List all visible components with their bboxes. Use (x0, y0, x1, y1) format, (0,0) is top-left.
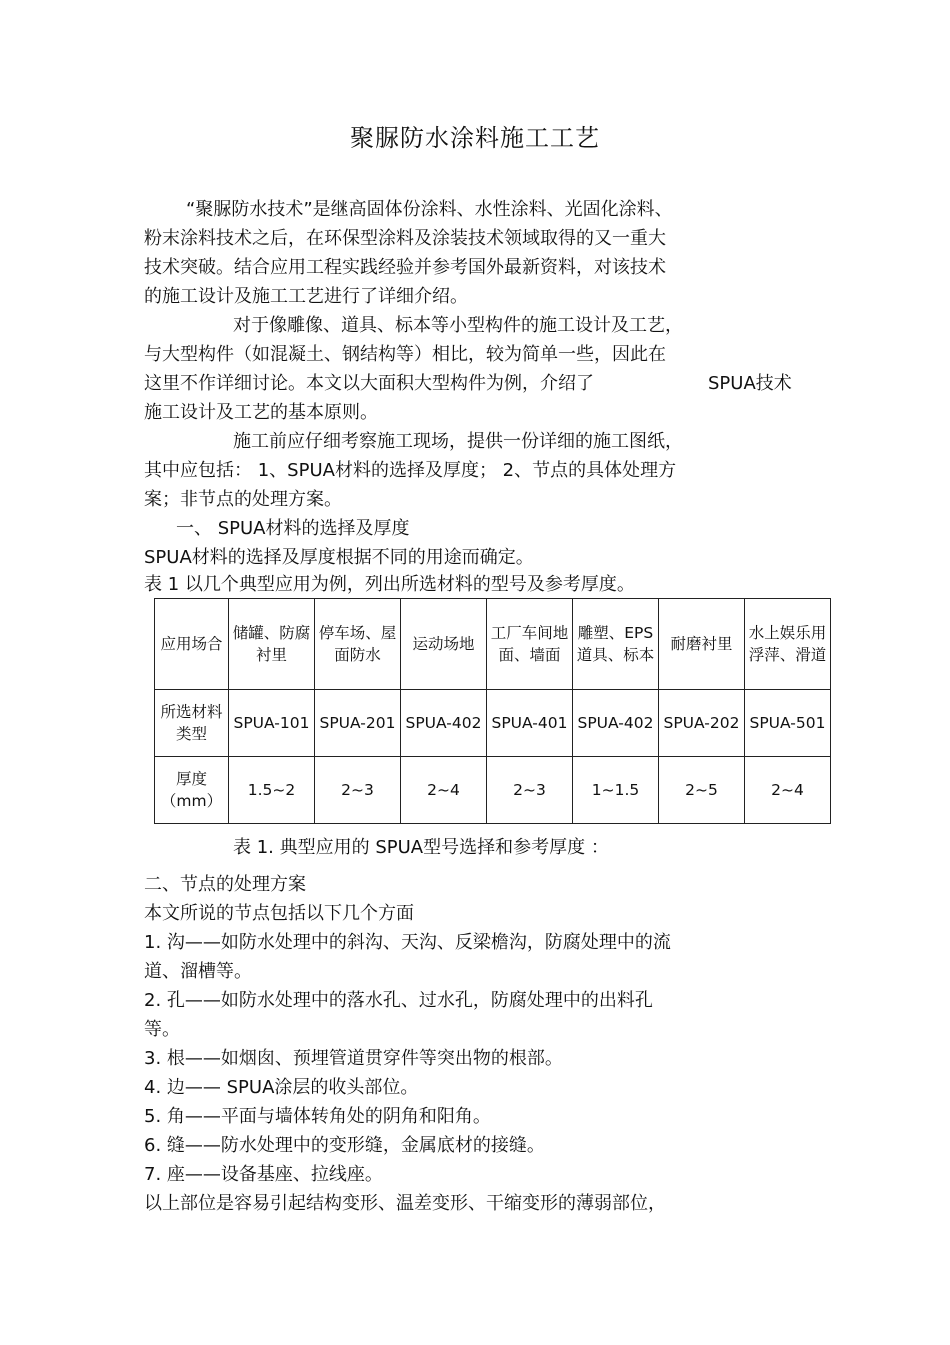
table-cell: 2~3 (315, 757, 401, 824)
table-cell: SPUA-402 (401, 690, 487, 757)
table-row-label: 所选材料类型 (155, 690, 229, 757)
paragraph-line: 以上部位是容易引起结构变形、温差变形、干缩变形的薄弱部位， (144, 1193, 666, 1214)
list-item: 1. 沟——如防水处理中的斜沟、天沟、反梁檐沟，防腐处理中的流 (144, 932, 671, 953)
table-cell: 1~1.5 (573, 757, 659, 824)
paragraph-line: 施工前应仔细考察施工现场，提供一份详细的施工图纸， (233, 431, 683, 452)
list-item: 3. 根——如烟囱、预埋管道贯穿件等突出物的根部。 (144, 1048, 563, 1069)
paragraph-line: SPUA材料的选择及厚度根据不同的用途而确定。 (144, 547, 534, 568)
paragraph-line: 与大型构件（如混凝土、钢结构等）相比，较为简单一些，因此在 (144, 344, 666, 365)
table-row (155, 599, 831, 690)
paragraph-line: 其中应包括： 1、SPUA材料的选择及厚度； 2、节点的具体处理方 (144, 460, 677, 481)
list-item: 等。 (144, 1019, 180, 1040)
table-cell: SPUA-501 (745, 690, 831, 757)
paragraph-line: 的施工设计及施工工艺进行了详细介绍。 (144, 286, 468, 307)
table-header-cell: 耐磨衬里 (659, 599, 745, 690)
paragraph-line: 施工设计及工艺的基本原则。 (144, 402, 378, 423)
document-title: 聚脲防水涂料施工工艺 (350, 124, 600, 152)
list-item: 4. 边—— SPUA涂层的收头部位。 (144, 1077, 419, 1098)
table-cell: 2~3 (487, 757, 573, 824)
list-item: 6. 缝——防水处理中的变形缝，金属底材的接缝。 (144, 1135, 545, 1156)
table-header-cell: 储罐、防腐衬里 (229, 599, 315, 690)
section-heading: 二、节点的处理方案 (144, 874, 306, 895)
table-cell: 2~4 (401, 757, 487, 824)
section-heading: 一、 SPUA材料的选择及厚度 (176, 518, 410, 539)
table-cell: SPUA-201 (315, 690, 401, 757)
paragraph-line: “聚脲防水技术”是继高固体份涂料、水性涂料、光固化涂料、 (186, 199, 673, 220)
paragraph-line: SPUA技术 (708, 373, 792, 394)
table-row (155, 690, 831, 757)
table-header-cell: 应用场合 (155, 599, 229, 690)
table-caption: 表 1. 典型应用的 SPUA型号选择和参考厚度 ： (233, 837, 609, 858)
table-cell: SPUA-401 (487, 690, 573, 757)
table-cell: 2~5 (659, 757, 745, 824)
table-cell: 1.5~2 (229, 757, 315, 824)
table-cell: SPUA-202 (659, 690, 745, 757)
table-cell: SPUA-402 (573, 690, 659, 757)
table-row (155, 757, 831, 824)
paragraph-line: 表 1 以几个典型应用为例，列出所选材料的型号及参考厚度。 (144, 574, 635, 595)
table-header-cell: 运动场地 (401, 599, 487, 690)
list-item: 7. 座——设备基座、拉线座。 (144, 1164, 383, 1185)
table-row-label: 厚度（mm） (155, 757, 229, 824)
list-item: 5. 角——平面与墙体转角处的阴角和阳角。 (144, 1106, 491, 1127)
list-item: 2. 孔——如防水处理中的落水孔、过水孔，防腐处理中的出料孔 (144, 990, 653, 1011)
table-header-cell: 雕塑、EPS道具、标本 (573, 599, 659, 690)
paragraph-line: 这里不作详细讨论。本文以大面积大型构件为例，介绍了 (144, 373, 594, 394)
paragraph-line: 粉末涂料技术之后，在环保型涂料及涂装技术领域取得的又一重大 (144, 228, 666, 249)
table-header-cell: 工厂车间地面、墙面 (487, 599, 573, 690)
list-item: 道、溜槽等。 (144, 961, 252, 982)
table-header-cell: 水上娱乐用浮萍、滑道 (745, 599, 831, 690)
table-cell: 2~4 (745, 757, 831, 824)
paragraph-line: 案；非节点的处理方案。 (144, 489, 342, 510)
paragraph-line: 本文所说的节点包括以下几个方面 (144, 903, 414, 924)
paragraph-line: 对于像雕像、道具、标本等小型构件的施工设计及工艺， (233, 315, 683, 336)
paragraph-line: 技术突破。结合应用工程实践经验并参考国外最新资料，对该技术 (144, 257, 666, 278)
table-cell: SPUA-101 (229, 690, 315, 757)
material-table (154, 598, 831, 824)
table-header-cell: 停车场、屋面防水 (315, 599, 401, 690)
